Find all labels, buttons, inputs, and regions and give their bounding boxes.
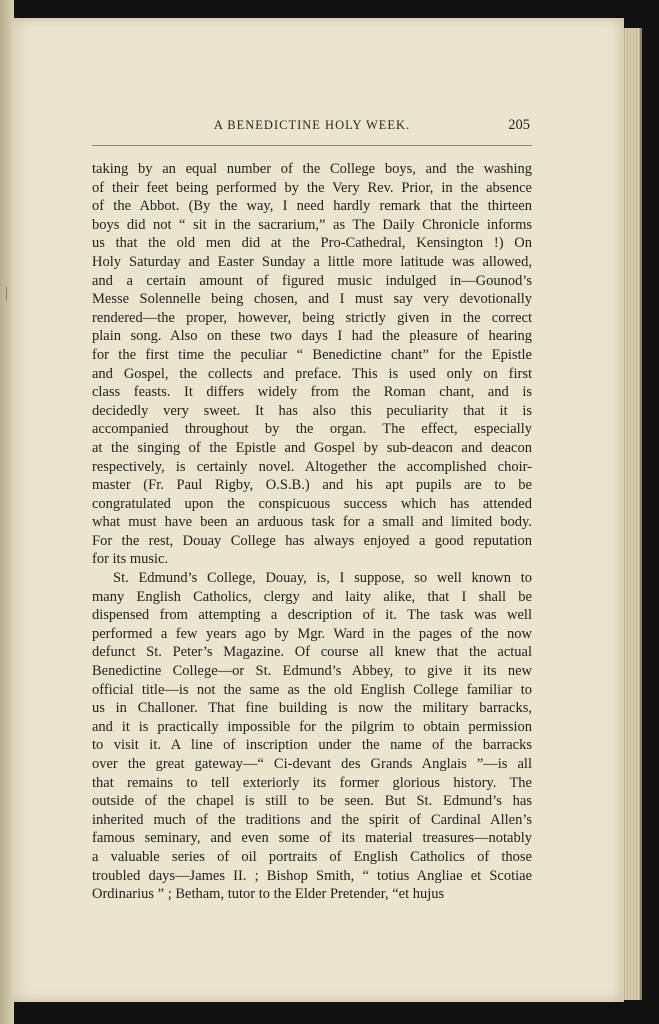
text-line: congratulated upon the conspicuous success which has attended <box>92 495 532 512</box>
text-line: accompanied throughout by the organ. The effect, especially <box>92 421 532 438</box>
paragraph-2 <box>92 569 532 904</box>
text-line: performed a few years ago by Mgr. Ward in the pages of the now <box>92 625 532 642</box>
text-line: Ordinarius ” ; Betham, tutor to the Elder Pretender, “et hujus <box>92 886 445 903</box>
text-line: of the Abbot. (By the way, I need hardly remark that the thirteen <box>92 198 532 215</box>
text-line: class feasts. It differs widely from the Roman chant, and is <box>92 384 532 401</box>
text-line: many English Catholics, clergy and laity alike, that I shall be <box>92 588 532 605</box>
text-line: defunct St. Peter’s Magazine. Of course all knew that the actual <box>92 644 532 661</box>
text-line: of their feet being performed by the Very Rev. Prior, in the absence <box>92 179 532 196</box>
page-stack-edge <box>622 28 642 1000</box>
page-number: 205 <box>508 117 530 133</box>
running-head <box>92 117 532 135</box>
text-line: rendered—the proper, however, being strictly given in the correct <box>92 309 532 326</box>
text-line: famous seminary, and even some of its material treasures—notably <box>92 830 532 847</box>
running-title: A BENEDICTINE HOLY WEEK. <box>213 118 411 132</box>
text-line: For the rest, Douay College has always enjoyed a good reputation <box>92 532 532 549</box>
text-line: and it is practically impossible for the pilgrim to obtain permission <box>92 718 532 735</box>
header-rule <box>92 145 532 146</box>
text-line: troubled days—James II. ; Bishop Smith, “ totius Angliae et Scotiae <box>92 867 532 884</box>
margin-mark <box>6 287 11 301</box>
text-line: master (Fr. Paul Rigby, O.S.B.) and his apt pupils are to be <box>92 477 532 494</box>
text-line: respectively, is certainly novel. Altogether the accomplished choir- <box>92 458 532 475</box>
text-line: us in Challoner. That fine building is now the military barracks, <box>92 700 532 717</box>
text-line: and Gospel, the collects and preface. This is used only on first <box>92 365 532 382</box>
text-line: boys did not “ sit in the sacrarium,” as The Daily Chronicle informs <box>92 216 532 233</box>
text-line: a valuable series of oil portraits of English Catholics of those <box>92 848 532 865</box>
text-line: that remains to tell exteriorly its former glorious history. The <box>92 774 532 791</box>
text-line: what must have been an arduous task for a small and limited body. <box>92 514 532 531</box>
text-line: us that the old men did at the Pro-Cathedral, Kensington !) On <box>92 235 532 252</box>
body-text <box>92 160 532 904</box>
text-line: decidedly very sweet. It has also this peculiarity that it is <box>92 402 532 419</box>
text-line: over the great gateway—“ Ci-devant des Grands Anglais ”—is all <box>92 756 532 772</box>
text-line: official title—is not the same as the old English College familiar to <box>92 681 532 698</box>
text-line: plain song. Also on these two days I had the pleasure of hearing <box>92 328 532 345</box>
text-line: St. Edmund’s College, Douay, is, I suppose, so well known to <box>113 570 532 587</box>
text-line: outside of the chapel is still to be seen. But St. Edmund’s has <box>92 793 532 810</box>
text-line: taking by an equal number of the College boys, and the washing <box>92 161 532 177</box>
text-line: inherited much of the traditions and the spirit of Cardinal Allen’s <box>92 811 532 828</box>
text-line: and a certain amount of figured music indulged in—Gounod’s <box>92 272 532 289</box>
text-line: Holy Saturday and Easter Sunday a little more latitude was allowed, <box>92 253 532 270</box>
text-line: Benedictine College—or St. Edmund’s Abbey, to give it its new <box>92 663 532 680</box>
text-line: Messe Solennelle being chosen, and I must say very devotionally <box>92 291 532 308</box>
text-line: at the singing of the Epistle and Gospel by sub-deacon and deacon <box>92 439 532 456</box>
text-line: for its music. <box>92 551 169 568</box>
text-line: to visit it. A line of inscription under the name of the barracks <box>92 737 532 754</box>
paragraph-1 <box>92 160 532 569</box>
text-line: dispensed from attempting a description of it. The task was well <box>92 607 532 624</box>
text-line: for the first time the peculiar “ Benedictine chant” for the Epistle <box>92 346 532 363</box>
